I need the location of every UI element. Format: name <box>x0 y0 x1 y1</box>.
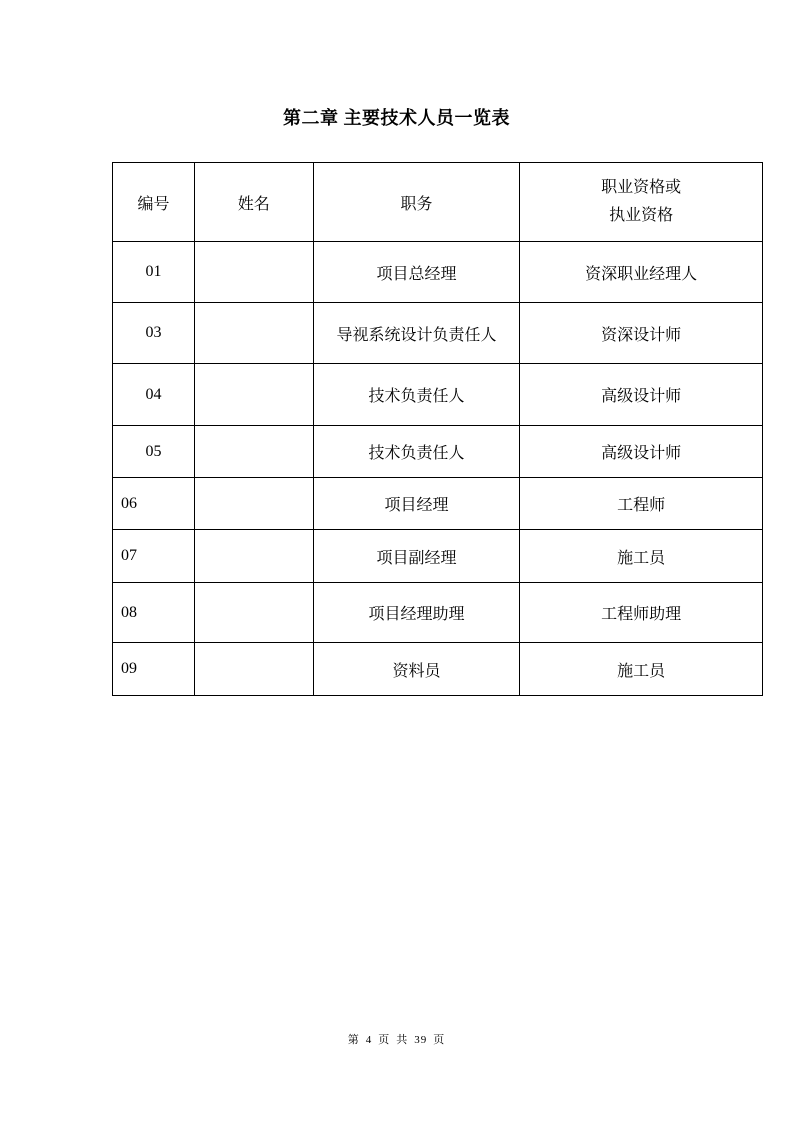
table-row <box>113 478 763 530</box>
table-row <box>113 364 763 426</box>
header-qualification <box>520 163 763 242</box>
footer-mid2: 共 <box>396 1034 409 1046</box>
footer-total-pages: 39 <box>414 1034 428 1046</box>
cell-name <box>194 303 313 364</box>
header-name: 姓名 <box>194 163 313 242</box>
header-qualification-line1: 职业资格或 <box>601 179 682 196</box>
cell-name <box>194 530 313 583</box>
table-row <box>113 426 763 478</box>
table-row <box>113 242 763 303</box>
cell-qualification: 高级设计师 <box>520 364 763 426</box>
cell-name <box>194 583 313 643</box>
header-qualification-line2: 执业资格 <box>609 207 674 224</box>
cell-name <box>194 426 313 478</box>
cell-name <box>194 364 313 426</box>
cell-id: 08 <box>113 583 195 643</box>
cell-name <box>194 478 313 530</box>
table-row <box>113 643 763 696</box>
cell-position: 项目副经理 <box>313 530 520 583</box>
cell-position: 技术负责任人 <box>313 426 520 478</box>
cell-position: 技术负责任人 <box>313 364 520 426</box>
cell-id: 01 <box>113 242 195 303</box>
footer-prefix: 第 <box>347 1034 360 1046</box>
header-id: 编号 <box>113 163 195 242</box>
footer-mid1: 页 <box>378 1034 391 1046</box>
cell-qualification: 高级设计师 <box>520 426 763 478</box>
page-footer <box>0 1031 793 1047</box>
cell-id: 07 <box>113 530 195 583</box>
cell-name <box>194 242 313 303</box>
table-row <box>113 530 763 583</box>
cell-qualification: 工程师 <box>520 478 763 530</box>
cell-qualification: 工程师助理 <box>520 583 763 643</box>
staff-table <box>112 162 763 696</box>
table-row <box>113 303 763 364</box>
footer-page-number: 4 <box>365 1034 373 1046</box>
cell-qualification: 资深设计师 <box>520 303 763 364</box>
table-header-row <box>113 163 763 242</box>
cell-position: 导视系统设计负责任人 <box>313 303 520 364</box>
cell-position: 项目经理 <box>313 478 520 530</box>
cell-id: 04 <box>113 364 195 426</box>
page-title: 第二章 主要技术人员一览表 <box>283 108 510 128</box>
cell-id: 05 <box>113 426 195 478</box>
cell-name <box>194 643 313 696</box>
cell-id: 09 <box>113 643 195 696</box>
cell-id: 06 <box>113 478 195 530</box>
cell-id: 03 <box>113 303 195 364</box>
cell-position: 项目总经理 <box>313 242 520 303</box>
header-position: 职务 <box>313 163 520 242</box>
cell-position: 资料员 <box>313 643 520 696</box>
footer-suffix: 页 <box>433 1034 446 1046</box>
table-row <box>113 583 763 643</box>
cell-qualification: 施工员 <box>520 530 763 583</box>
cell-position: 项目经理助理 <box>313 583 520 643</box>
cell-qualification: 施工员 <box>520 643 763 696</box>
cell-qualification: 资深职业经理人 <box>520 242 763 303</box>
